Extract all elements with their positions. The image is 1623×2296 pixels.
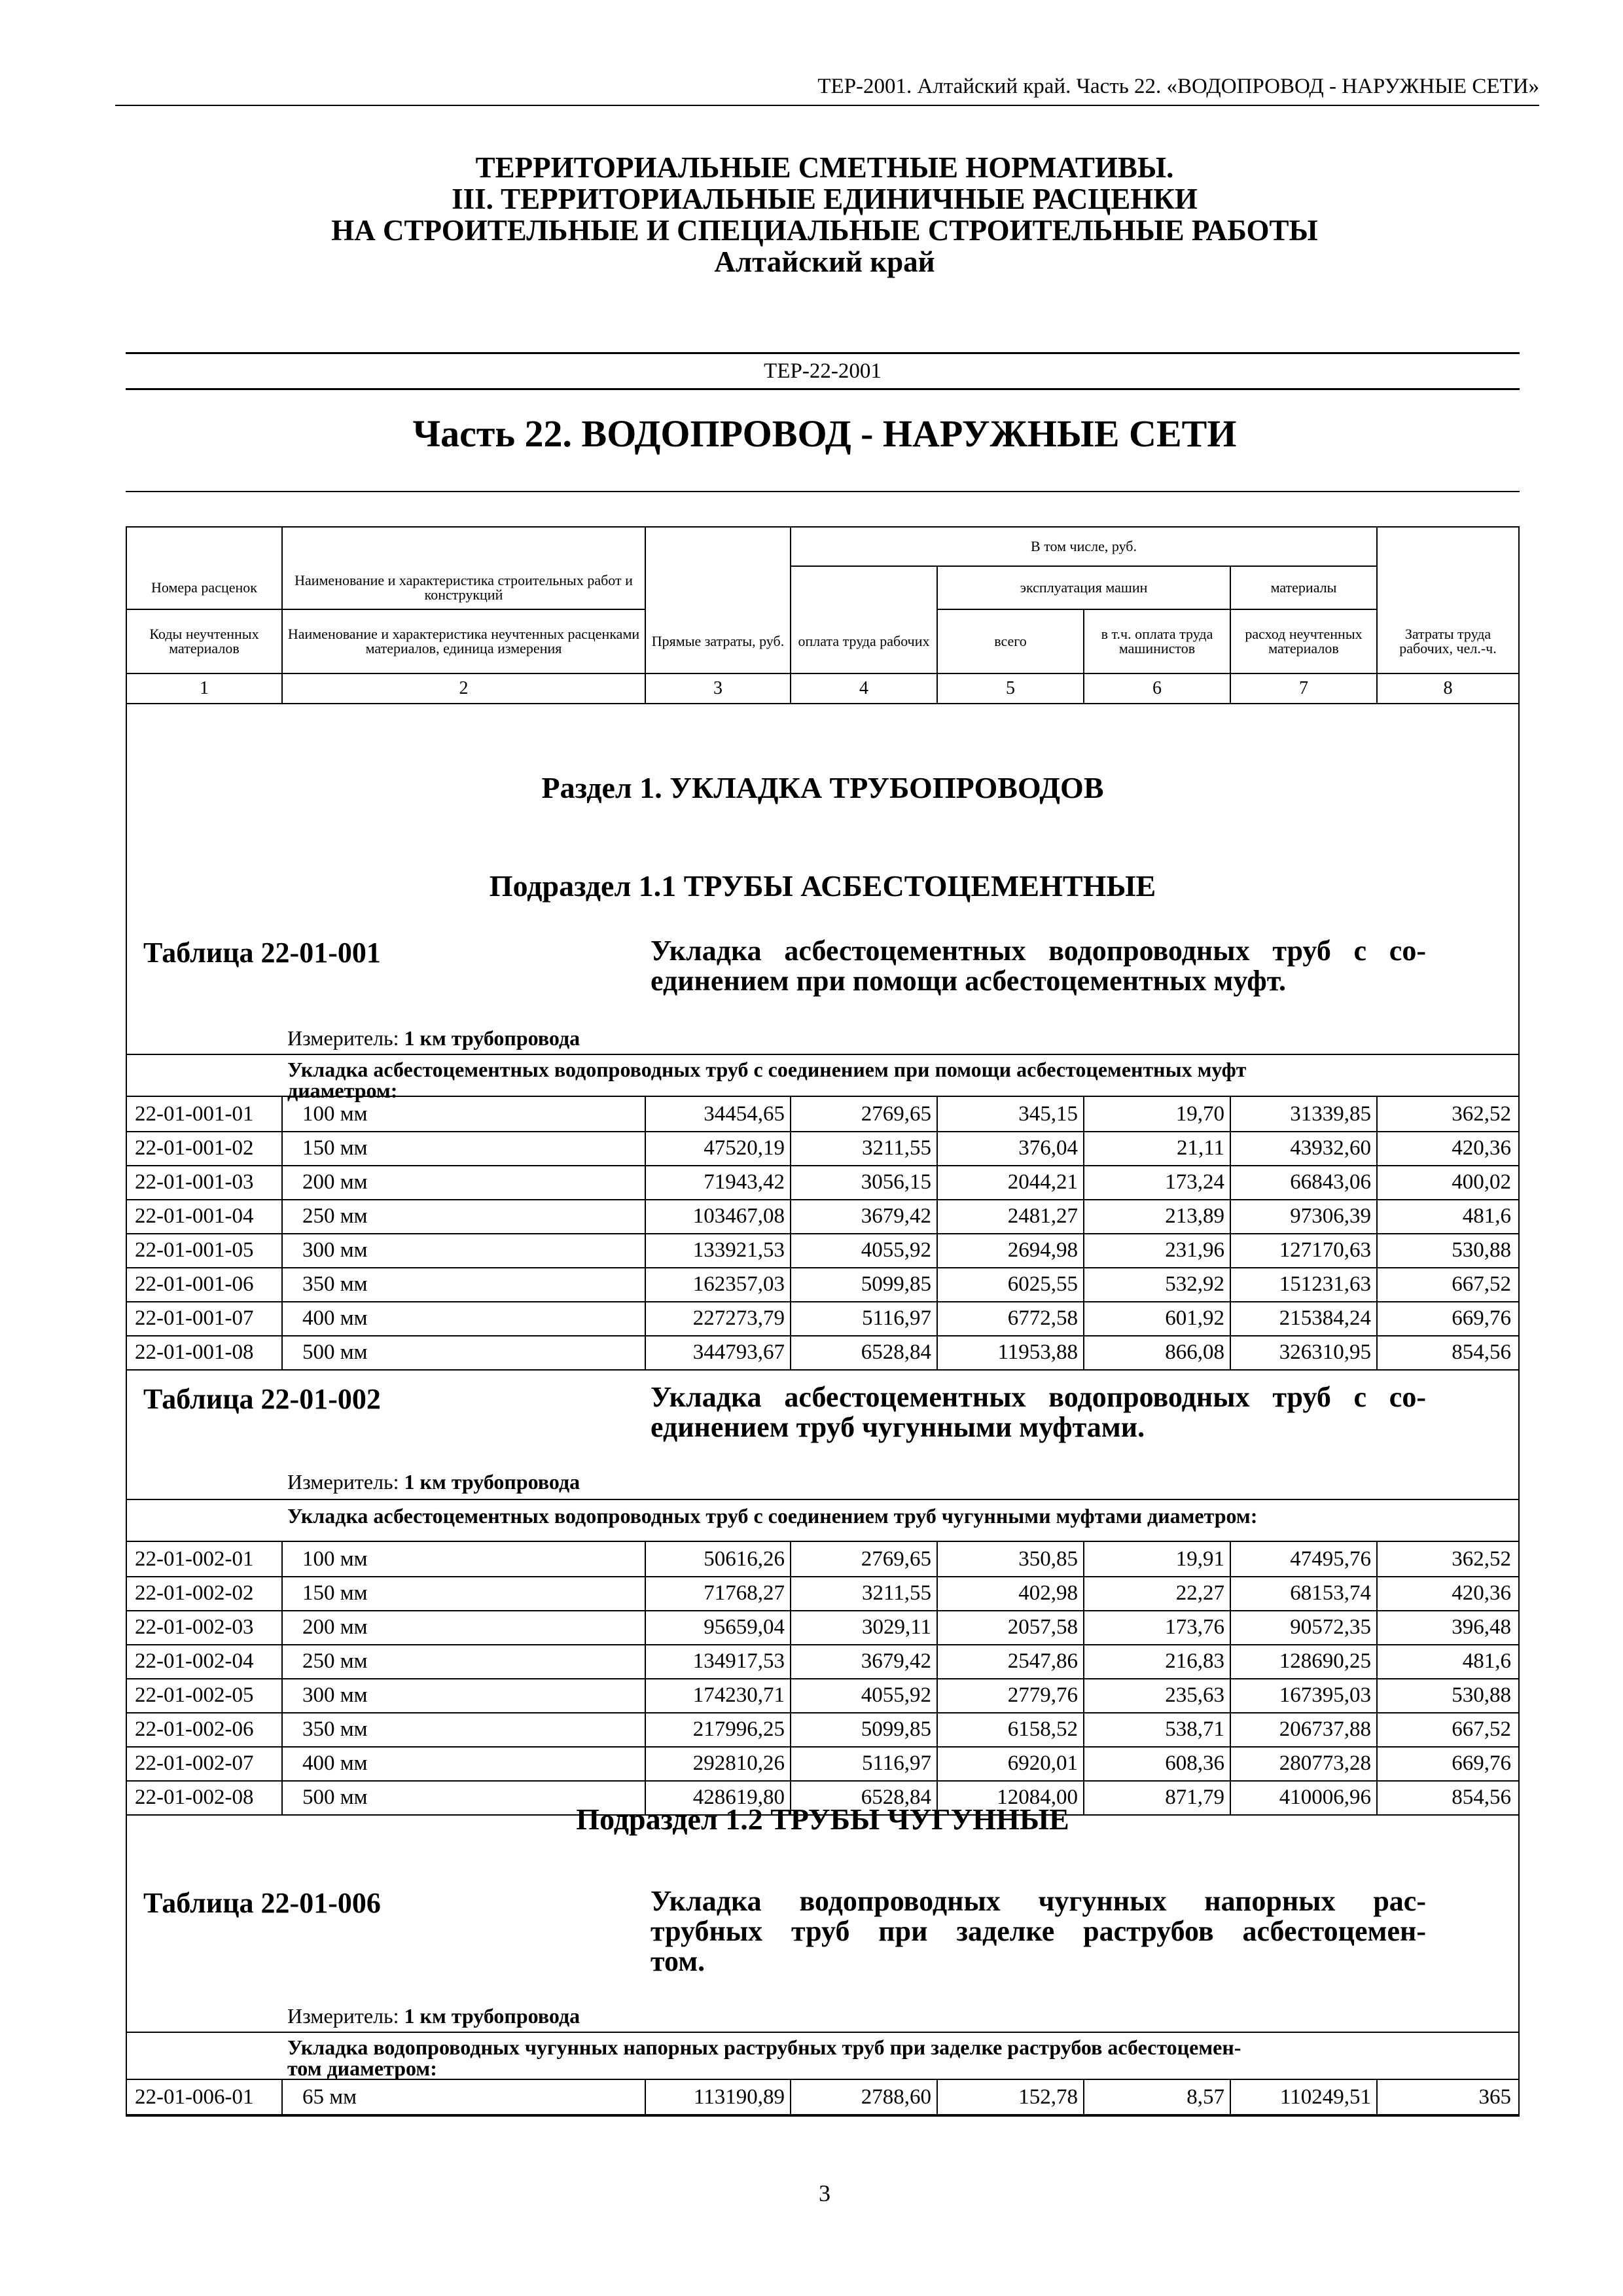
machines-total-value: 2547,86 bbox=[1007, 1649, 1078, 1673]
meter-label: Измеритель: bbox=[287, 1470, 399, 1494]
labor-pay-value: 3211,55 bbox=[861, 1136, 931, 1160]
direct-costs-value: 227273,79 bbox=[692, 1306, 785, 1330]
pipe-diameter: 400 мм bbox=[302, 1306, 368, 1330]
table-row bbox=[127, 1267, 1518, 1301]
header-rate-numbers: Номера расценок bbox=[151, 579, 257, 596]
operator-pay-value: 532,92 bbox=[1165, 1272, 1224, 1296]
table-title-line: трубных труб при заделке раструбов асбестоцемен- bbox=[651, 1915, 1426, 1947]
row-divider bbox=[127, 1369, 1518, 1371]
direct-costs-value: 428619,80 bbox=[692, 1785, 785, 1809]
main-title-line: НА СТРОИТЕЛЬНЫЕ И СПЕЦИАЛЬНЫЕ СТРОИТЕЛЬНЫЕ РАБОТЫ bbox=[331, 214, 1318, 247]
main-title-line: ТЕРРИТОРИАЛЬНЫЕ СМЕТНЫЕ НОРМАТИВЫ. bbox=[475, 151, 1174, 184]
operator-pay-value: 8,57 bbox=[1186, 2085, 1224, 2109]
pipe-diameter: 200 мм bbox=[302, 1170, 368, 1194]
meter-label: Измеритель: bbox=[287, 1026, 399, 1050]
pipe-diameter: 500 мм bbox=[302, 1785, 368, 1809]
table-number: Таблица 22-01-001 bbox=[143, 937, 381, 969]
caption-line: том диаметром: bbox=[287, 2056, 437, 2080]
direct-costs-value: 133921,53 bbox=[692, 1238, 785, 1262]
column-divider bbox=[645, 1541, 646, 1814]
table-row bbox=[127, 1746, 1518, 1780]
column-number: 4 bbox=[859, 678, 868, 698]
direct-costs-value: 47520,19 bbox=[704, 1136, 785, 1160]
pipe-diameter: 300 мм bbox=[302, 1683, 368, 1707]
rate-code: 22-01-002-04 bbox=[135, 1649, 254, 1673]
labor-hours-value: 854,56 bbox=[1452, 1340, 1511, 1364]
direct-costs-value: 71768,27 bbox=[704, 1581, 785, 1605]
table-row bbox=[127, 1712, 1518, 1746]
labor-hours-value: 400,02 bbox=[1452, 1170, 1511, 1194]
machines-total-value: 2481,27 bbox=[1007, 1204, 1078, 1228]
labor-pay-value: 3211,55 bbox=[861, 1581, 931, 1605]
column-divider bbox=[645, 1096, 646, 1369]
rate-code: 22-01-002-03 bbox=[135, 1615, 254, 1639]
meter-value: 1 км трубопровода bbox=[404, 1470, 580, 1494]
document-code: ТЕР-22-2001 bbox=[126, 352, 1520, 390]
caption-line: диаметром: bbox=[287, 1079, 398, 1102]
labor-hours-value: 420,36 bbox=[1452, 1581, 1511, 1605]
table-caption bbox=[287, 1059, 1439, 1101]
table-row bbox=[127, 1233, 1518, 1267]
direct-costs-value: 71943,42 bbox=[704, 1170, 785, 1194]
caption-line: Укладка асбестоцементных водопроводных труб с соединением труб чугунными муфтами диаметром: bbox=[287, 1504, 1258, 1528]
rate-code: 22-01-001-02 bbox=[135, 1136, 254, 1160]
rate-code: 22-01-001-05 bbox=[135, 1238, 254, 1262]
header-divider bbox=[127, 703, 1518, 704]
materials-cost-value: 90572,35 bbox=[1290, 1615, 1371, 1639]
table-row bbox=[127, 1097, 1518, 1131]
header-material-codes: Коды неучтенных материалов bbox=[149, 626, 259, 656]
running-header bbox=[115, 72, 1539, 106]
labor-hours-value: 481,6 bbox=[1462, 1649, 1511, 1673]
labor-pay-value: 3679,42 bbox=[861, 1649, 931, 1673]
table-title-line: Укладка асбестоцементных водопроводных труб с со- bbox=[651, 1381, 1426, 1413]
column-number: 5 bbox=[1006, 678, 1015, 698]
meter-line bbox=[287, 1470, 580, 1494]
materials-cost-value: 151231,63 bbox=[1279, 1272, 1371, 1296]
direct-costs-value: 50616,26 bbox=[704, 1547, 785, 1571]
machines-total-value: 11953,88 bbox=[997, 1340, 1078, 1364]
materials-cost-value: 206737,88 bbox=[1279, 1717, 1371, 1741]
subsection-title: Подраздел 1.1 ТРУБЫ АСБЕСТОЦЕМЕНТНЫЕ bbox=[489, 869, 1156, 903]
part-title-rule bbox=[126, 491, 1520, 492]
table-title-line: единением при помощи асбестоцементных муфт. bbox=[651, 965, 1287, 997]
materials-cost-value: 410006,96 bbox=[1279, 1785, 1371, 1809]
meter-line bbox=[287, 2004, 580, 2028]
column-divider bbox=[1083, 2079, 1084, 2114]
column-number: 3 bbox=[713, 678, 722, 698]
part-title: Часть 22. ВОДОПРОВОД - НАРУЖНЫЕ СЕТИ bbox=[412, 412, 1237, 455]
column-divider bbox=[790, 1096, 791, 1369]
table-title bbox=[651, 1886, 1426, 1977]
column-divider bbox=[281, 1096, 283, 1369]
labor-hours-value: 669,76 bbox=[1452, 1751, 1511, 1775]
row-divider bbox=[127, 1499, 1518, 1500]
column-divider bbox=[281, 1541, 283, 1814]
labor-hours-value: 420,36 bbox=[1452, 1136, 1511, 1160]
materials-cost-value: 167395,03 bbox=[1279, 1683, 1371, 1707]
labor-pay-value: 6528,84 bbox=[861, 1785, 931, 1809]
operator-pay-value: 235,63 bbox=[1165, 1683, 1224, 1707]
table-row bbox=[127, 1131, 1518, 1165]
row-divider bbox=[127, 1814, 1518, 1816]
page-number: 3 bbox=[819, 2180, 830, 2206]
direct-costs-value: 162357,03 bbox=[692, 1272, 785, 1296]
rate-code: 22-01-006-01 bbox=[135, 2085, 254, 2109]
pipe-diameter: 300 мм bbox=[302, 1238, 368, 1262]
labor-pay-value: 4055,92 bbox=[861, 1683, 931, 1707]
materials-cost-value: 31339,85 bbox=[1290, 1102, 1371, 1126]
header-labor-hours: Затраты труда рабочих, чел.-ч. bbox=[1399, 626, 1497, 656]
pipe-diameter: 100 мм bbox=[302, 1547, 368, 1571]
rate-code: 22-01-002-06 bbox=[135, 1717, 254, 1741]
labor-hours-value: 365 bbox=[1478, 2085, 1511, 2109]
table-title bbox=[651, 936, 1426, 996]
pipe-diameter: 350 мм bbox=[302, 1272, 368, 1296]
rate-code: 22-01-002-08 bbox=[135, 1785, 254, 1809]
column-divider bbox=[1083, 1096, 1084, 1369]
table-row bbox=[127, 1335, 1518, 1369]
table-row bbox=[127, 1780, 1518, 1814]
rate-code: 22-01-001-04 bbox=[135, 1204, 254, 1228]
direct-costs-value: 174230,71 bbox=[692, 1683, 785, 1707]
table-row bbox=[127, 1199, 1518, 1233]
caption-line: Укладка асбестоцементных водопроводных труб с соединением при помощи асбестоцементных муфт bbox=[287, 1058, 1247, 1081]
table-row bbox=[127, 2080, 1518, 2114]
rate-code: 22-01-001-06 bbox=[135, 1272, 254, 1296]
materials-cost-value: 215384,24 bbox=[1279, 1306, 1371, 1330]
direct-costs-value: 217996,25 bbox=[692, 1717, 785, 1741]
materials-cost-value: 110249,51 bbox=[1279, 2085, 1371, 2109]
labor-pay-value: 3679,42 bbox=[861, 1204, 931, 1228]
table-title-line: Укладка асбестоцементных водопроводных труб с со- bbox=[651, 935, 1426, 967]
machines-total-value: 350,85 bbox=[1018, 1547, 1078, 1571]
column-divider bbox=[1230, 2079, 1231, 2114]
section-title: Раздел 1. УКЛАДКА ТРУБОПРОВОДОВ bbox=[541, 771, 1104, 804]
operator-pay-value: 19,70 bbox=[1175, 1102, 1224, 1126]
labor-pay-value: 6528,84 bbox=[861, 1340, 931, 1364]
column-number: 2 bbox=[459, 678, 469, 698]
table-caption bbox=[287, 2037, 1439, 2079]
labor-pay-value: 4055,92 bbox=[861, 1238, 931, 1262]
labor-hours-value: 362,52 bbox=[1452, 1102, 1511, 1126]
pipe-diameter: 350 мм bbox=[302, 1717, 368, 1741]
direct-costs-value: 292810,26 bbox=[692, 1751, 785, 1775]
direct-costs-value: 113190,89 bbox=[693, 2085, 785, 2109]
header-machines: эксплуатация машин bbox=[1020, 579, 1148, 596]
pipe-diameter: 100 мм bbox=[302, 1102, 368, 1126]
machines-total-value: 376,04 bbox=[1018, 1136, 1078, 1160]
labor-pay-value: 5116,97 bbox=[861, 1306, 931, 1330]
header-material-name: Наименование и характеристика неучтенных расценками материалов, единица измерения bbox=[287, 626, 640, 656]
pipe-diameter: 400 мм bbox=[302, 1751, 368, 1775]
materials-cost-value: 127170,63 bbox=[1279, 1238, 1371, 1262]
labor-hours-value: 396,48 bbox=[1452, 1615, 1511, 1639]
labor-pay-value: 3056,15 bbox=[861, 1170, 931, 1194]
running-header-text: ТЕР-2001. Алтайский край. Часть 22. «ВОДОПРОВОД - НАРУЖНЫЕ СЕТИ» bbox=[817, 75, 1539, 98]
table-row bbox=[127, 1301, 1518, 1335]
materials-cost-value: 97306,39 bbox=[1290, 1204, 1371, 1228]
labor-hours-value: 667,52 bbox=[1452, 1717, 1511, 1741]
operator-pay-value: 601,92 bbox=[1165, 1306, 1224, 1330]
direct-costs-value: 344793,67 bbox=[692, 1340, 785, 1364]
operator-pay-value: 216,83 bbox=[1165, 1649, 1224, 1673]
header-including: В том числе, руб. bbox=[1031, 538, 1137, 554]
subsection-title: Подраздел 1.2 ТРУБЫ ЧУГУННЫЕ bbox=[576, 1803, 1069, 1836]
column-divider bbox=[281, 2079, 283, 2114]
labor-pay-value: 5099,85 bbox=[861, 1717, 931, 1741]
materials-cost-value: 43932,60 bbox=[1290, 1136, 1371, 1160]
rate-code: 22-01-002-02 bbox=[135, 1581, 254, 1605]
machines-total-value: 152,78 bbox=[1018, 2085, 1078, 2109]
header-direct-costs: Прямые затраты, руб. bbox=[651, 633, 785, 649]
materials-cost-value: 326310,95 bbox=[1279, 1340, 1371, 1364]
rate-code: 22-01-001-08 bbox=[135, 1340, 254, 1364]
column-divider bbox=[1230, 1096, 1231, 1369]
operator-pay-value: 871,79 bbox=[1165, 1785, 1224, 1809]
row-divider bbox=[127, 2114, 1518, 2115]
column-divider bbox=[936, 1096, 938, 1369]
pipe-diameter: 65 мм bbox=[302, 2085, 357, 2109]
labor-pay-value: 5116,97 bbox=[861, 1751, 931, 1775]
column-number: 7 bbox=[1299, 678, 1308, 698]
rate-code: 22-01-002-05 bbox=[135, 1683, 254, 1707]
labor-hours-value: 854,56 bbox=[1452, 1785, 1511, 1809]
table-title-line: Укладка водопроводных чугунных напорных рас- bbox=[651, 1885, 1426, 1917]
table-row bbox=[127, 1610, 1518, 1644]
meter-line bbox=[287, 1026, 580, 1050]
labor-pay-value: 2788,60 bbox=[861, 2085, 931, 2109]
header-work-name: Наименование и характеристика строительных работ и конструкций bbox=[294, 572, 633, 603]
table-title-line: единением труб чугунными муфтами. bbox=[651, 1411, 1145, 1443]
table-title bbox=[651, 1382, 1426, 1443]
header-labor-pay: оплата труда рабочих bbox=[798, 633, 930, 649]
header-machines-total: всего bbox=[994, 633, 1027, 649]
machines-total-value: 12084,00 bbox=[997, 1785, 1078, 1809]
column-divider bbox=[1083, 1541, 1084, 1814]
operator-pay-value: 231,96 bbox=[1165, 1238, 1224, 1262]
caption-line: Укладка водопроводных чугунных напорных раструбных труб при заделке раструбов асбестоцемен- bbox=[287, 2036, 1241, 2059]
machines-total-value: 2694,98 bbox=[1007, 1238, 1078, 1262]
column-divider bbox=[1376, 2079, 1378, 2114]
rate-code: 22-01-002-01 bbox=[135, 1547, 254, 1571]
table-number: Таблица 22-01-002 bbox=[143, 1383, 381, 1415]
rate-code: 22-01-001-01 bbox=[135, 1102, 254, 1126]
pipe-diameter: 250 мм bbox=[302, 1204, 368, 1228]
header-operator-pay: в т.ч. оплата труда машинистов bbox=[1101, 626, 1213, 656]
operator-pay-value: 538,71 bbox=[1165, 1717, 1224, 1741]
operator-pay-value: 19,91 bbox=[1175, 1547, 1224, 1571]
pipe-diameter: 250 мм bbox=[302, 1649, 368, 1673]
operator-pay-value: 608,36 bbox=[1165, 1751, 1224, 1775]
table-number: Таблица 22-01-006 bbox=[143, 1887, 381, 1919]
column-divider bbox=[645, 2079, 646, 2114]
table-row bbox=[127, 1542, 1518, 1576]
rate-code: 22-01-001-03 bbox=[135, 1170, 254, 1194]
operator-pay-value: 22,27 bbox=[1175, 1581, 1224, 1605]
labor-hours-value: 667,52 bbox=[1452, 1272, 1511, 1296]
materials-cost-value: 68153,74 bbox=[1290, 1581, 1371, 1605]
table-row bbox=[127, 1576, 1518, 1610]
labor-hours-value: 530,88 bbox=[1452, 1238, 1511, 1262]
machines-total-value: 402,98 bbox=[1018, 1581, 1078, 1605]
row-divider bbox=[127, 1054, 1518, 1055]
row-divider bbox=[127, 2032, 1518, 2033]
operator-pay-value: 213,89 bbox=[1165, 1204, 1224, 1228]
direct-costs-value: 134917,53 bbox=[692, 1649, 785, 1673]
column-number: 8 bbox=[1443, 678, 1453, 698]
pipe-diameter: 200 мм bbox=[302, 1615, 368, 1639]
rates-table bbox=[126, 526, 1520, 2117]
pipe-diameter: 500 мм bbox=[302, 1340, 368, 1364]
main-title-line: III. ТЕРРИТОРИАЛЬНЫЕ ЕДИНИЧНЫЕ РАСЦЕНКИ bbox=[452, 183, 1198, 215]
pipe-diameter: 150 мм bbox=[302, 1581, 368, 1605]
machines-total-value: 6920,01 bbox=[1007, 1751, 1078, 1775]
materials-cost-value: 280773,28 bbox=[1279, 1751, 1371, 1775]
operator-pay-value: 21,11 bbox=[1176, 1136, 1224, 1160]
direct-costs-value: 95659,04 bbox=[704, 1615, 785, 1639]
table-row bbox=[127, 1678, 1518, 1712]
rate-code: 22-01-002-07 bbox=[135, 1751, 254, 1775]
table-caption bbox=[287, 1505, 1439, 1526]
column-divider bbox=[1376, 1541, 1378, 1814]
column-divider bbox=[1376, 1096, 1378, 1369]
labor-pay-value: 3029,11 bbox=[861, 1615, 931, 1639]
machines-total-value: 6158,52 bbox=[1007, 1717, 1078, 1741]
operator-pay-value: 173,76 bbox=[1165, 1615, 1224, 1639]
direct-costs-value: 103467,08 bbox=[692, 1204, 785, 1228]
pipe-diameter: 150 мм bbox=[302, 1136, 368, 1160]
column-divider bbox=[936, 2079, 938, 2114]
labor-pay-value: 2769,65 bbox=[861, 1547, 931, 1571]
labor-hours-value: 481,6 bbox=[1462, 1204, 1511, 1228]
machines-total-value: 2044,21 bbox=[1007, 1170, 1078, 1194]
table-row bbox=[127, 1165, 1518, 1199]
column-divider bbox=[936, 1541, 938, 1814]
column-divider bbox=[1230, 1541, 1231, 1814]
column-number: 6 bbox=[1152, 678, 1162, 698]
meter-value: 1 км трубопровода bbox=[404, 1026, 580, 1050]
main-title-line: Алтайский край bbox=[714, 245, 935, 278]
meter-label: Измеритель: bbox=[287, 2004, 399, 2028]
operator-pay-value: 866,08 bbox=[1165, 1340, 1224, 1364]
materials-cost-value: 47495,76 bbox=[1290, 1547, 1371, 1571]
header-material-use: расход неучтенных материалов bbox=[1245, 626, 1363, 656]
table-row bbox=[127, 1644, 1518, 1678]
meter-value: 1 км трубопровода bbox=[404, 2004, 580, 2028]
direct-costs-value: 34454,65 bbox=[704, 1102, 785, 1126]
labor-hours-value: 362,52 bbox=[1452, 1547, 1511, 1571]
rate-code: 22-01-001-07 bbox=[135, 1306, 254, 1330]
materials-cost-value: 128690,25 bbox=[1279, 1649, 1371, 1673]
machines-total-value: 2057,58 bbox=[1007, 1615, 1078, 1639]
machines-total-value: 2779,76 bbox=[1007, 1683, 1078, 1707]
column-number: 1 bbox=[200, 678, 209, 698]
main-title bbox=[0, 152, 1623, 278]
labor-hours-value: 669,76 bbox=[1452, 1306, 1511, 1330]
operator-pay-value: 173,24 bbox=[1165, 1170, 1224, 1194]
labor-pay-value: 5099,85 bbox=[861, 1272, 931, 1296]
machines-total-value: 6025,55 bbox=[1007, 1272, 1078, 1296]
header-materials: материалы bbox=[1270, 579, 1337, 596]
labor-hours-value: 530,88 bbox=[1452, 1683, 1511, 1707]
machines-total-value: 6772,58 bbox=[1007, 1306, 1078, 1330]
machines-total-value: 345,15 bbox=[1018, 1102, 1078, 1126]
materials-cost-value: 66843,06 bbox=[1290, 1170, 1371, 1194]
column-divider bbox=[790, 2079, 791, 2114]
column-divider bbox=[790, 1541, 791, 1814]
labor-pay-value: 2769,65 bbox=[861, 1102, 931, 1126]
table-title-line: том. bbox=[651, 1945, 705, 1977]
